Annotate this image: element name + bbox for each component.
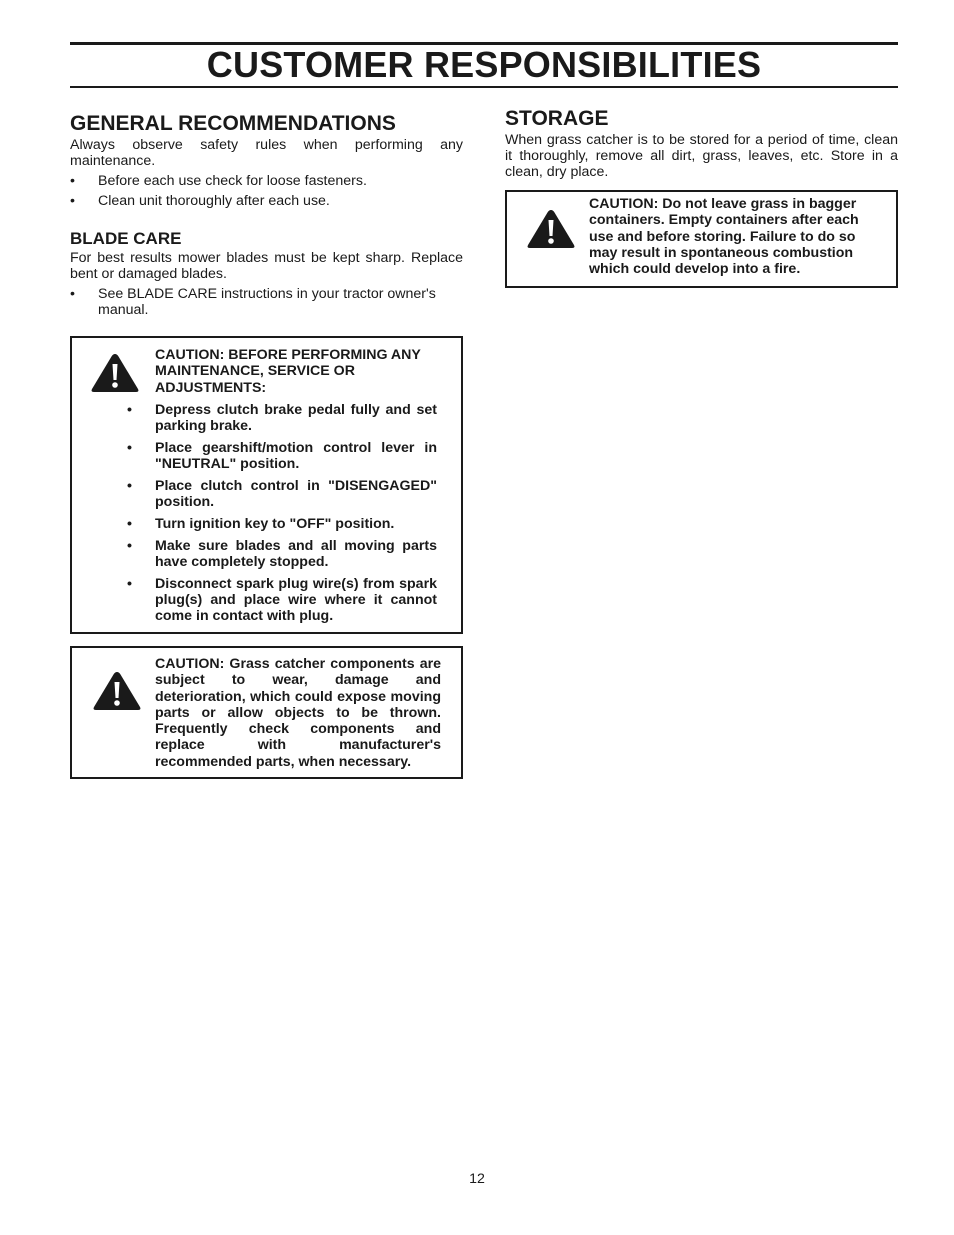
bullet-dot: • bbox=[127, 537, 132, 554]
blade-care-list bbox=[70, 286, 463, 318]
list-item-text: Depress clutch brake pedal fully and set parking brake. bbox=[155, 401, 437, 434]
bullet-dot: • bbox=[127, 515, 132, 532]
bullet-dot: • bbox=[70, 193, 75, 209]
list-item-text: Before each use check for loose fasteners. bbox=[98, 173, 367, 189]
list-item bbox=[127, 478, 437, 510]
warning-triangle-icon bbox=[92, 670, 142, 712]
list-item bbox=[127, 440, 437, 472]
caution-grass-catcher-text: CAUTION: Grass catcher components are subject to wear, damage and deterioration, which could expose moving parts or allow objects to be thrown. Frequently check components and replace with manufacturer's recommended parts, when necessary. bbox=[155, 656, 441, 770]
bullet-dot: • bbox=[127, 477, 132, 494]
list-item bbox=[127, 538, 437, 570]
general-recommendations-heading: GENERAL RECOMMENDATIONS bbox=[70, 112, 396, 135]
bullet-dot: • bbox=[70, 173, 75, 189]
list-item bbox=[127, 516, 437, 532]
list-item bbox=[70, 286, 463, 318]
list-item-text: Clean unit thoroughly after each use. bbox=[98, 193, 330, 209]
page-title: CUSTOMER RESPONSIBILITIES bbox=[206, 44, 762, 85]
page-header bbox=[70, 42, 898, 88]
page-number: 12 bbox=[469, 1171, 485, 1187]
storage-section bbox=[505, 107, 898, 180]
general-recommendations-list bbox=[70, 173, 463, 209]
caution-storage-text: CAUTION: Do not leave grass in bagger containers. Empty containers after each use and before storing. Failure to do so may result in spontaneous combustion which could develop into a fire. bbox=[589, 196, 859, 278]
list-item bbox=[70, 173, 463, 189]
list-item-text: Make sure blades and all moving parts have completely stopped. bbox=[155, 537, 437, 570]
list-item-text: See BLADE CARE instructions in your tractor owner's manual. bbox=[98, 286, 436, 318]
storage-intro: When grass catcher is to be stored for a period of time, clean it thoroughly, remove all dirt, grass, leaves, etc. Store in a clean, dry place. bbox=[505, 132, 898, 180]
bullet-dot: • bbox=[127, 439, 132, 456]
caution-box-grass-catcher bbox=[70, 646, 463, 779]
caution-heading: CAUTION: BEFORE PERFORMING ANY MAINTENANCE, SERVICE OR ADJUSTMENTS: bbox=[155, 347, 421, 396]
general-recommendations-intro: Always observe safety rules when performing any maintenance. bbox=[70, 137, 463, 169]
list-item bbox=[70, 193, 463, 209]
warning-triangle-icon bbox=[90, 352, 140, 394]
warning-triangle-icon bbox=[526, 208, 576, 250]
list-item-text: Place gearshift/motion control lever in "NEUTRAL" position. bbox=[155, 439, 437, 472]
caution-content bbox=[127, 347, 437, 624]
storage-heading: STORAGE bbox=[505, 107, 609, 130]
blade-care-heading: BLADE CARE bbox=[70, 229, 182, 248]
list-item-text: Turn ignition key to "OFF" position. bbox=[155, 515, 395, 532]
bullet-dot: • bbox=[70, 286, 75, 302]
left-column bbox=[70, 112, 463, 318]
blade-care-intro: For best results mower blades must be kept sharp. Replace bent or damaged blades. bbox=[70, 250, 463, 282]
bullet-dot: • bbox=[127, 401, 132, 418]
blade-care-section bbox=[70, 229, 463, 318]
caution-box-maintenance bbox=[70, 336, 463, 634]
right-column bbox=[505, 107, 898, 180]
list-item bbox=[127, 576, 437, 624]
caution-list bbox=[127, 402, 437, 624]
caution-box-storage bbox=[505, 190, 898, 288]
general-recommendations-section bbox=[70, 112, 463, 209]
list-item bbox=[127, 402, 437, 434]
bullet-dot: • bbox=[127, 575, 132, 592]
list-item-text: Place clutch control in "DISENGAGED" position. bbox=[155, 477, 437, 510]
list-item-text: Disconnect spark plug wire(s) from spark plug(s) and place wire where it cannot come in contact with plug. bbox=[155, 575, 437, 624]
